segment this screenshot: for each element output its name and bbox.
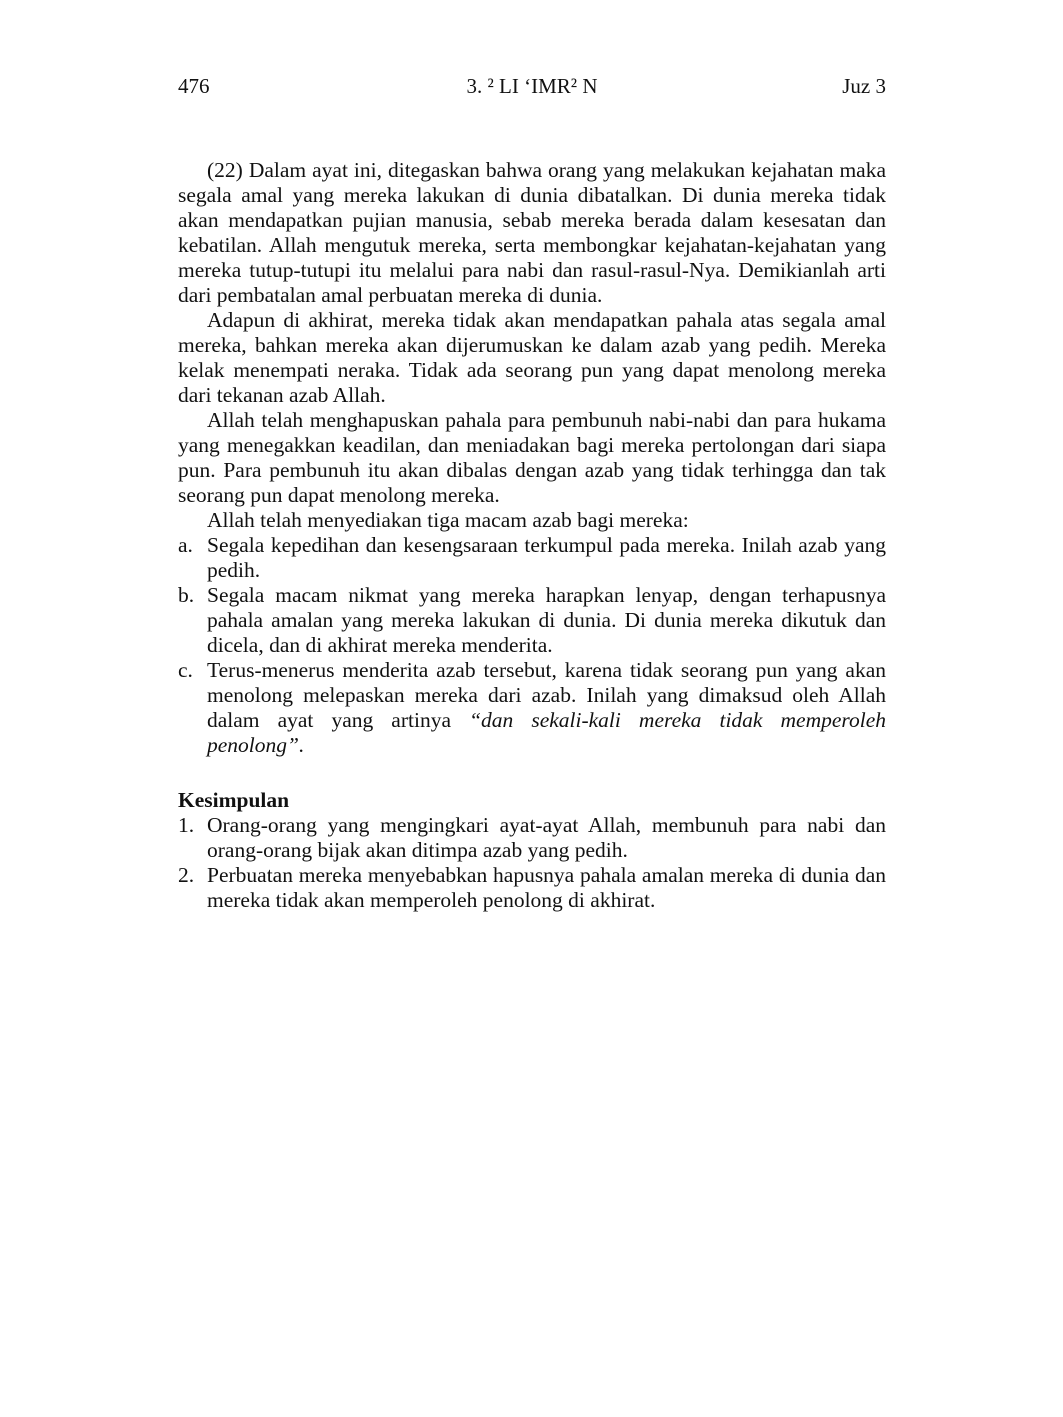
list-item-text: Terus-menerus menderita azab tersebut, karena tidak seorang pun yang akan menolong melepaskan mereka dari azab. Inilah yang dimaksud oleh Allah dalam ayat yang artinya [207,658,886,732]
list-item [178,583,886,658]
list-marker: b. [178,583,195,607]
list-item-text: Orang-orang yang mengingkari ayat-ayat Allah, membunuh para nabi dan orang-orang bijak akan ditimpa azab yang pedih. [207,813,886,862]
list-marker: a. [178,533,193,557]
paragraph-verse-22: (22) Dalam ayat ini, ditegaskan bahwa orang yang melakukan kejahatan maka segala amal yang mereka lakukan di dunia dibatalkan. Di dunia mereka tidak akan mendapatkan pujian manusia, sebab mereka berada dalam kesesatan dan kebatilan. Allah mengutuk mereka, serta membongkar kejahatan-kejahatan yang mereka tutup-tutupi itu melalui para nabi dan rasul-rasul-Nya. Demikianlah arti dari pembatalan amal perbuatan mereka di dunia. [178,158,886,307]
list-item-text: Segala kepedihan dan kesengsaraan terkumpul pada mereka. Inilah azab yang pedih. [207,533,886,582]
page-header [178,72,886,100]
list-item [178,658,886,758]
list-marker: 2. [178,863,195,887]
section-heading-kesimpulan: Kesimpulan [178,788,290,812]
body-text [178,158,886,913]
list-item-text: Segala macam nikmat yang mereka harapkan lenyap, dengan terhapusnya pahala amalan yang mereka lakukan di dunia. Di dunia mereka dikutuk dan dicela, dan di akhirat mereka menderita. [207,583,886,657]
paragraph-akhirat: Adapun di akhirat, mereka tidak akan mendapatkan pahala atas segala amal mereka, bahkan mereka akan dijerumuskan ke dalam azab yang pedih. Mereka kelak menempati neraka. Tidak ada seorang pun yang dapat menolong mereka dari tekanan azab Allah. [178,308,886,407]
paragraph-tiga-azab: Allah telah menyediakan tiga macam azab bagi mereka: [207,508,689,532]
juz-label: Juz 3 [842,74,886,98]
verse-quote: “dan sekali-kali mereka tidak memperoleh penolong”. [207,708,886,757]
list-item [178,863,886,913]
list-item [178,533,886,583]
paragraph-pembunuh: Allah telah menghapuskan pahala para pembunuh nabi-nabi dan para hukama yang menegakkan keadilan, dan meniadakan bagi mereka pertolongan dari siapa pun. Para pembunuh itu akan dibalas dengan azab yang tidak terhingga dan tak seorang pun dapat menolong mereka. [178,408,886,507]
list-marker: 1. [178,813,195,837]
conclusion-list [178,813,886,913]
chapter-title: 3. ² LI ‘IMR² N [466,74,598,98]
azab-list [178,533,886,758]
list-marker: c. [178,658,193,682]
page-number: 476 [178,74,210,98]
list-item-text: Perbuatan mereka menyebabkan hapusnya pahala amalan mereka di dunia dan mereka tidak akan memperoleh penolong di akhirat. [207,863,886,912]
list-item-text-with-quote [207,658,886,758]
list-item [178,813,886,863]
